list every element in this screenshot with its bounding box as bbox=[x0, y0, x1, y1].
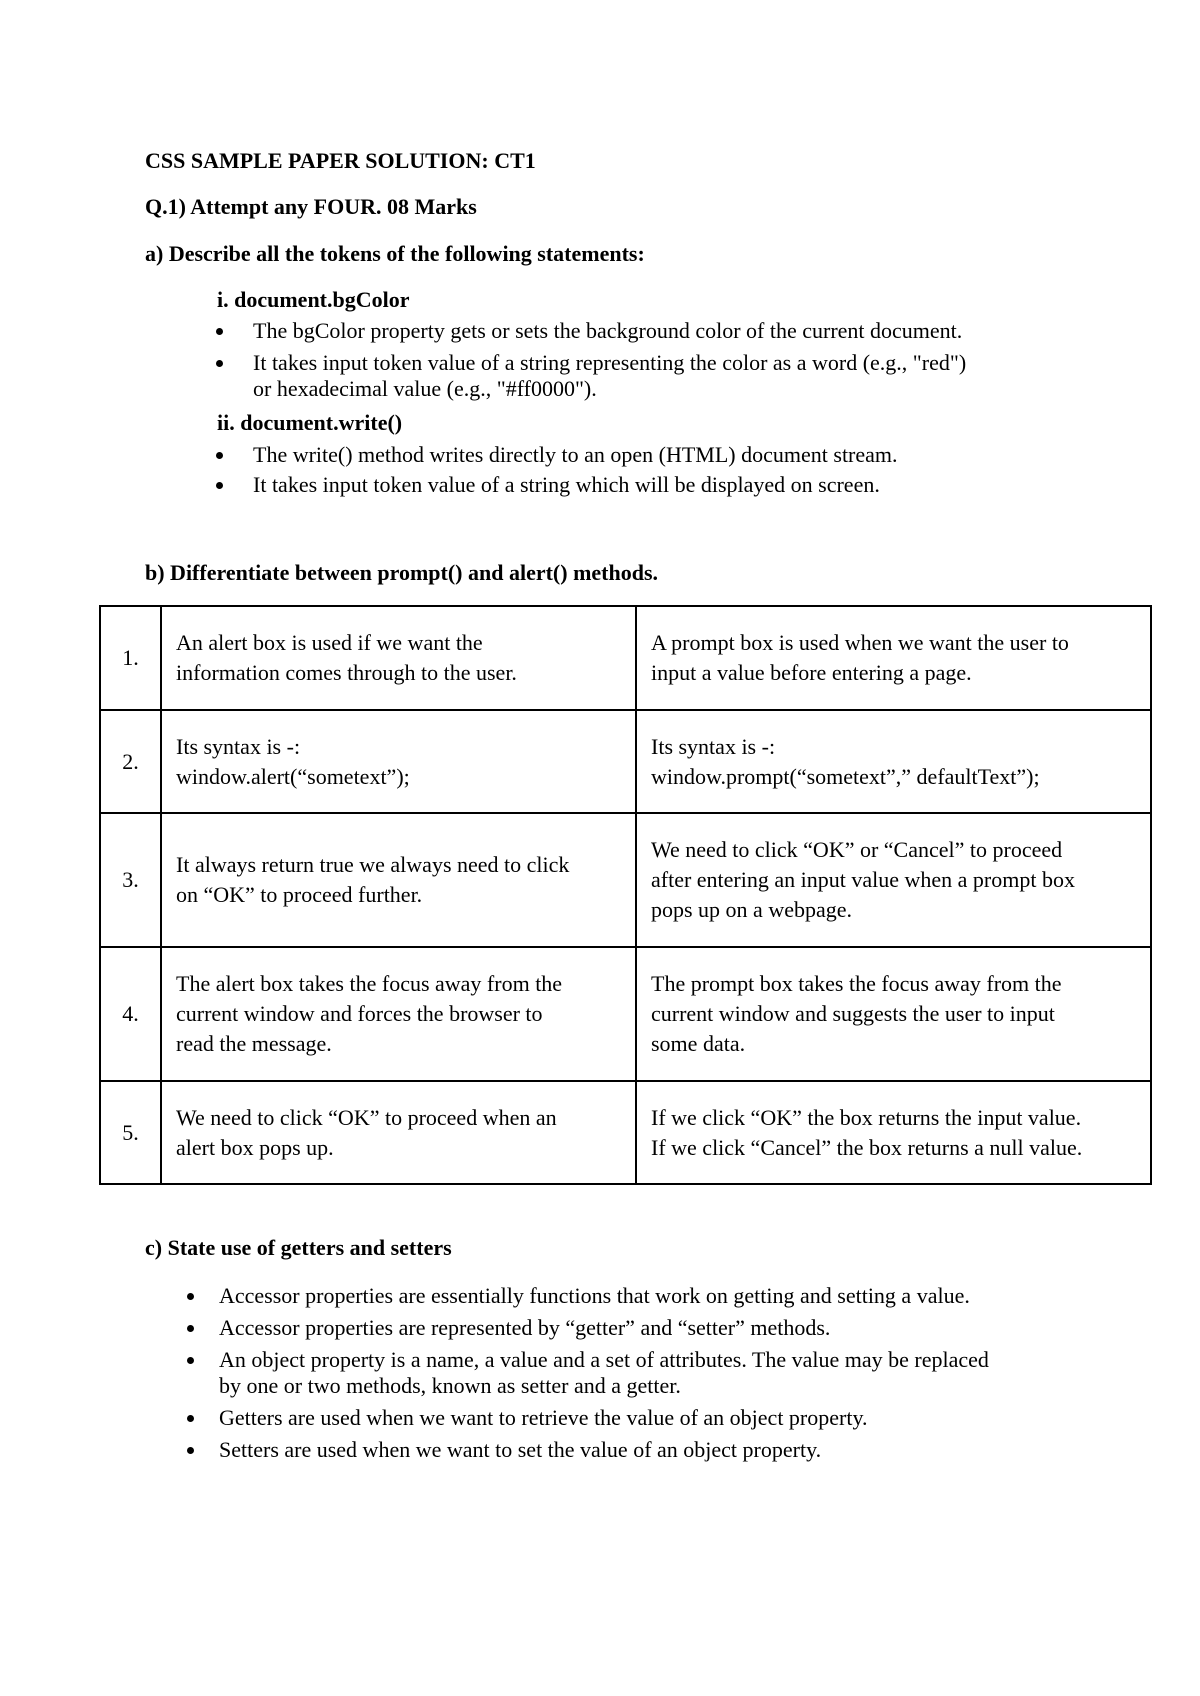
bgcolor-bullet-list bbox=[216, 318, 966, 402]
token-label-write: ii. document.write() bbox=[217, 410, 403, 435]
list-item: It takes input token value of a string which will be displayed on screen. bbox=[216, 472, 898, 498]
alert-cell: It always return true we always need to click on “OK” to proceed further. bbox=[161, 813, 636, 947]
table-row bbox=[100, 1081, 1151, 1184]
table-row bbox=[100, 947, 1151, 1081]
token-label-bgcolor: i. document.bgColor bbox=[217, 287, 410, 312]
alert-cell: Its syntax is -: window.alert(“sometext”); bbox=[161, 710, 636, 813]
row-number: 3. bbox=[100, 813, 161, 947]
alert-cell: An alert box is used if we want the information comes through to the user. bbox=[161, 606, 636, 710]
list-item: Setters are used when we want to set the value of an object property. bbox=[182, 1437, 989, 1463]
row-number: 1. bbox=[100, 606, 161, 710]
comparison-table bbox=[99, 605, 1152, 1185]
row-number: 5. bbox=[100, 1081, 161, 1184]
getters-setters-bullet-list bbox=[182, 1283, 989, 1463]
alert-cell: We need to click “OK” to proceed when an alert box pops up. bbox=[161, 1081, 636, 1184]
list-item: It takes input token value of a string representing the color as a word (e.g., "red") or hexadecimal value (e.g., "#ff0000"). bbox=[216, 350, 966, 402]
page-title: CSS SAMPLE PAPER SOLUTION: CT1 bbox=[145, 148, 536, 173]
prompt-cell: A prompt box is used when we want the user to input a value before entering a page. bbox=[636, 606, 1151, 710]
part-b-heading: b) Differentiate between prompt() and alert() methods. bbox=[145, 560, 659, 585]
list-item: The write() method writes directly to an open (HTML) document stream. bbox=[216, 442, 898, 468]
part-c-heading: c) State use of getters and setters bbox=[145, 1235, 452, 1260]
prompt-cell: Its syntax is -: window.prompt(“sometext”,” defaultText”); bbox=[636, 710, 1151, 813]
alert-cell: The alert box takes the focus away from the current window and forces the browser to read the message. bbox=[161, 947, 636, 1081]
list-item: Accessor properties are essentially functions that work on getting and setting a value. bbox=[182, 1283, 989, 1309]
prompt-cell: The prompt box takes the focus away from the current window and suggests the user to input some data. bbox=[636, 947, 1151, 1081]
list-item: Accessor properties are represented by “getter” and “setter” methods. bbox=[182, 1315, 989, 1341]
row-number: 2. bbox=[100, 710, 161, 813]
prompt-cell: We need to click “OK” or “Cancel” to proceed after entering an input value when a prompt box pops up on a webpage. bbox=[636, 813, 1151, 947]
list-item: Getters are used when we want to retrieve the value of an object property. bbox=[182, 1405, 989, 1431]
row-number: 4. bbox=[100, 947, 161, 1081]
part-a-heading: a) Describe all the tokens of the following statements: bbox=[145, 241, 645, 266]
table-row bbox=[100, 710, 1151, 813]
table-row bbox=[100, 813, 1151, 947]
list-item: An object property is a name, a value and a set of attributes. The value may be replaced by one or two methods, known as setter and a getter. bbox=[182, 1347, 989, 1399]
prompt-cell: If we click “OK” the box returns the input value. If we click “Cancel” the box returns a null value. bbox=[636, 1081, 1151, 1184]
write-bullet-list bbox=[216, 442, 898, 498]
table-row bbox=[100, 606, 1151, 710]
list-item: The bgColor property gets or sets the background color of the current document. bbox=[216, 318, 966, 344]
question-heading: Q.1) Attempt any FOUR. 08 Marks bbox=[145, 194, 477, 219]
